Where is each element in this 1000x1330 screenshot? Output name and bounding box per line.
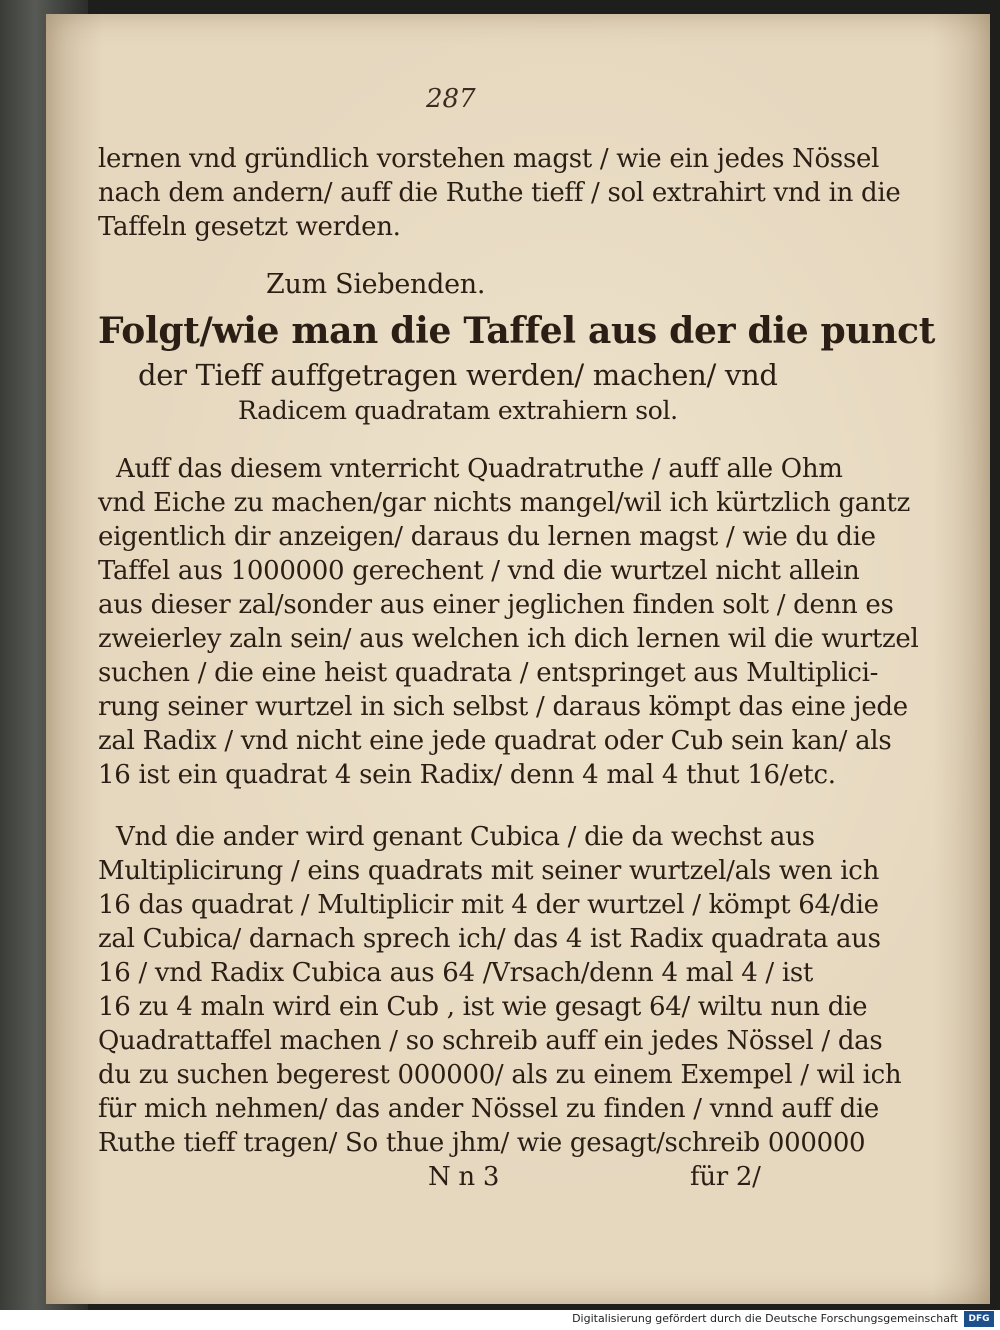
paragraph-line: Multiplicirung / eins quadrats mit seiner wurtzel/als wen ich <box>98 856 880 886</box>
paragraph-line: 16 zu 4 maln wird ein Cub , ist wie gesagt 64/ wiltu nun die <box>98 992 868 1022</box>
text-line: lernen vnd gründlich vorstehen magst / wie ein jedes Nössel <box>98 144 880 174</box>
paragraph-line: zweierley zaln sein/ aus welchen ich dich lernen wil die wurtzel <box>98 624 919 654</box>
heading-line: der Tieff auffgetragen werden/ machen/ vnd <box>138 358 778 392</box>
signature-mark: N n 3 <box>428 1162 500 1192</box>
paragraph-line: 16 das quadrat / Multiplicir mit 4 der wurtzel / kömpt 64/die <box>98 890 879 920</box>
paragraph-line: Ruthe tieff tragen/ So thue jhm/ wie gesagt/schreib 000000 <box>98 1128 866 1158</box>
paragraph-line: eigentlich dir anzeigen/ daraus du lernen magst / wie du die <box>98 522 876 552</box>
paragraph-line: rung seiner wurtzel in sich selbst / daraus kömpt das eine jede <box>98 692 908 722</box>
text-line: nach dem andern/ auff die Ruthe tieff / sol extrahirt vnd in die <box>98 178 901 208</box>
paragraph-line: vnd Eiche zu machen/gar nichts mangel/wil ich kürtzlich gantz <box>98 488 910 518</box>
paragraph-line: suchen / die eine heist quadrata / entspringet aus Multiplici- <box>98 658 879 688</box>
paragraph-line: Taffel aus 1000000 gerechent / vnd die wurtzel nicht allein <box>98 556 860 586</box>
funding-credit: Digitalisierung gefördert durch die Deutsche Forschungsgemeinschaft <box>572 1312 958 1325</box>
text-line: Taffeln gesetzt werden. <box>98 212 401 242</box>
heading-line: Radicem quadratam extrahiern sol. <box>238 396 678 425</box>
catchword: für 2/ <box>690 1162 761 1192</box>
paragraph-line: 16 ist ein quadrat 4 sein Radix/ denn 4 mal 4 thut 16/etc. <box>98 760 836 790</box>
paragraph-line: Auff das diesem vnterricht Quadratruthe / auff alle Ohm <box>116 454 843 484</box>
paragraph-line: aus dieser zal/sonder aus einer jeglichen finden solt / denn es <box>98 590 894 620</box>
page-number: 287 <box>426 84 476 114</box>
paragraph-line: für mich nehmen/ das ander Nössel zu finden / vnnd auff die <box>98 1094 880 1124</box>
book-page <box>46 14 990 1304</box>
heading-line: Folgt/wie man die Taffel aus der die punct <box>98 310 936 352</box>
paragraph-line: Quadrattaffel machen / so schreib auff ein jedes Nössel / das <box>98 1026 883 1056</box>
section-label: Zum Siebenden. <box>266 269 486 300</box>
paragraph-line: 16 / vnd Radix Cubica aus 64 /Vrsach/denn 4 mal 4 / ist <box>98 958 814 988</box>
paragraph-line: zal Radix / vnd nicht eine jede quadrat oder Cub sein kan/ als <box>98 726 892 756</box>
paragraph-line: du zu suchen begerest 000000/ als zu einem Exempel / wil ich <box>98 1060 902 1090</box>
paragraph-line: zal Cubica/ darnach sprech ich/ das 4 ist Radix quadrata aus <box>98 924 881 954</box>
dfg-logo: DFG <box>964 1311 994 1327</box>
paragraph-line: Vnd die ander wird genant Cubica / die da wechst aus <box>116 822 815 852</box>
